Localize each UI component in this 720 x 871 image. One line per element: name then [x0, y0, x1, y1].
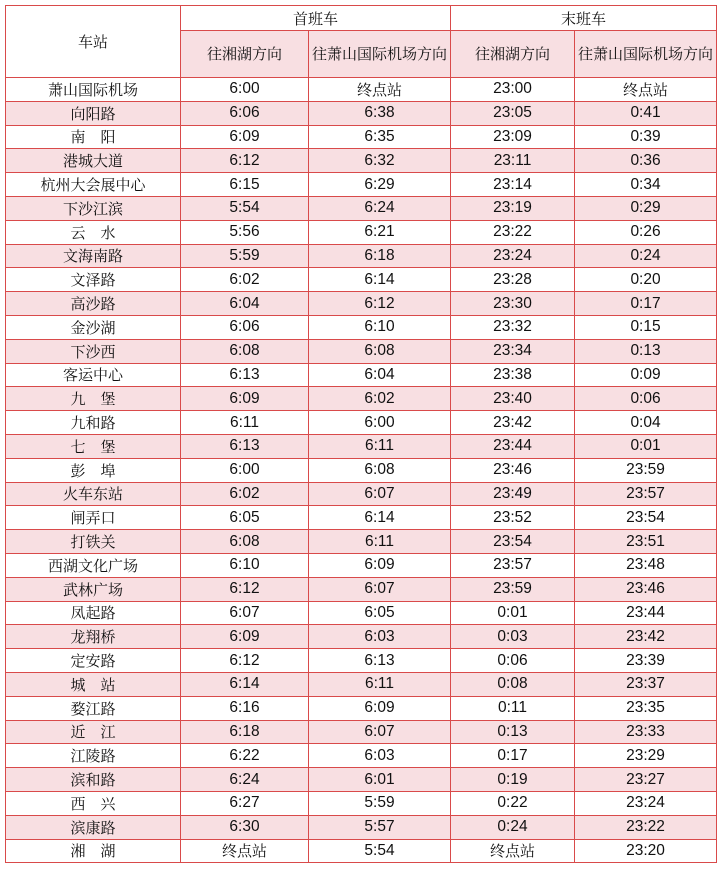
station-cell: 九 堡 — [6, 387, 181, 411]
table-row — [6, 625, 717, 649]
first-xianghu-cell: 6:18 — [181, 720, 309, 744]
station-cell: 客运中心 — [6, 363, 181, 387]
last-xianghu-cell: 0:22 — [451, 791, 575, 815]
first-airport-cell: 6:14 — [309, 268, 451, 292]
first-xianghu-cell: 6:16 — [181, 696, 309, 720]
first-airport-cell: 5:59 — [309, 791, 451, 815]
first-xianghu-cell: 6:04 — [181, 292, 309, 316]
station-cell: 定安路 — [6, 649, 181, 673]
station-cell: 金沙湖 — [6, 315, 181, 339]
station-cell: 城 站 — [6, 672, 181, 696]
station-cell: 龙翔桥 — [6, 625, 181, 649]
station-cell: 武林广场 — [6, 577, 181, 601]
table-row — [6, 244, 717, 268]
first-airport-cell: 6:32 — [309, 149, 451, 173]
station-cell: 向阳路 — [6, 101, 181, 125]
station-cell: 闸弄口 — [6, 506, 181, 530]
last-xianghu-cell: 23:52 — [451, 506, 575, 530]
table-row — [6, 744, 717, 768]
first-xianghu-cell: 6:24 — [181, 768, 309, 792]
header-first-train: 首班车 — [181, 6, 451, 31]
table-row — [6, 649, 717, 673]
table-row — [6, 458, 717, 482]
first-airport-cell: 6:00 — [309, 411, 451, 435]
table-row — [6, 506, 717, 530]
last-airport-cell: 23:42 — [575, 625, 717, 649]
last-xianghu-cell: 23:00 — [451, 78, 575, 102]
last-airport-cell: 0:09 — [575, 363, 717, 387]
first-airport-cell: 6:08 — [309, 339, 451, 363]
last-airport-cell: 0:13 — [575, 339, 717, 363]
last-airport-cell: 23:35 — [575, 696, 717, 720]
first-airport-cell: 6:29 — [309, 173, 451, 197]
station-cell: 滨和路 — [6, 768, 181, 792]
first-airport-cell: 6:10 — [309, 315, 451, 339]
last-xianghu-cell: 23:32 — [451, 315, 575, 339]
first-xianghu-cell: 6:30 — [181, 815, 309, 839]
first-airport-cell: 6:03 — [309, 744, 451, 768]
last-xianghu-cell: 23:44 — [451, 434, 575, 458]
table-row — [6, 577, 717, 601]
first-xianghu-cell: 6:00 — [181, 78, 309, 102]
station-cell: 萧山国际机场 — [6, 78, 181, 102]
first-xianghu-cell: 6:12 — [181, 577, 309, 601]
station-cell: 杭州大会展中心 — [6, 173, 181, 197]
last-airport-cell: 0:06 — [575, 387, 717, 411]
station-cell: 湘 湖 — [6, 839, 181, 863]
last-airport-cell: 0:04 — [575, 411, 717, 435]
station-cell: 西 兴 — [6, 791, 181, 815]
last-airport-cell: 23:48 — [575, 553, 717, 577]
last-xianghu-cell: 0:19 — [451, 768, 575, 792]
last-xianghu-cell: 23:09 — [451, 125, 575, 149]
last-airport-cell: 0:20 — [575, 268, 717, 292]
station-cell: 打铁关 — [6, 530, 181, 554]
last-airport-cell: 23:29 — [575, 744, 717, 768]
last-airport-cell: 0:17 — [575, 292, 717, 316]
station-cell: 文泽路 — [6, 268, 181, 292]
last-xianghu-cell: 23:34 — [451, 339, 575, 363]
first-airport-cell: 6:11 — [309, 672, 451, 696]
table-row — [6, 149, 717, 173]
first-xianghu-cell: 6:22 — [181, 744, 309, 768]
first-xianghu-cell: 6:06 — [181, 101, 309, 125]
last-xianghu-cell: 23:19 — [451, 196, 575, 220]
last-airport-cell: 0:01 — [575, 434, 717, 458]
station-cell: 九和路 — [6, 411, 181, 435]
last-xianghu-cell: 0:01 — [451, 601, 575, 625]
first-airport-cell: 6:08 — [309, 458, 451, 482]
last-airport-cell: 23:24 — [575, 791, 717, 815]
first-xianghu-cell: 6:15 — [181, 173, 309, 197]
table-row — [6, 78, 717, 102]
last-airport-cell: 23:54 — [575, 506, 717, 530]
last-airport-cell: 0:15 — [575, 315, 717, 339]
last-xianghu-cell: 0:08 — [451, 672, 575, 696]
last-xianghu-cell: 23:11 — [451, 149, 575, 173]
table-row — [6, 363, 717, 387]
table-row — [6, 672, 717, 696]
first-xianghu-cell: 6:27 — [181, 791, 309, 815]
first-xianghu-cell: 6:09 — [181, 125, 309, 149]
first-xianghu-cell: 终点站 — [181, 839, 309, 863]
table-row — [6, 315, 717, 339]
first-airport-cell: 6:18 — [309, 244, 451, 268]
header-row-top — [6, 6, 717, 31]
first-airport-cell: 6:21 — [309, 220, 451, 244]
table-row — [6, 101, 717, 125]
table-row — [6, 220, 717, 244]
table-row — [6, 601, 717, 625]
first-xianghu-cell: 6:07 — [181, 601, 309, 625]
table-row — [6, 839, 717, 863]
table-row — [6, 339, 717, 363]
station-cell: 南 阳 — [6, 125, 181, 149]
last-airport-cell: 0:26 — [575, 220, 717, 244]
first-xianghu-cell: 6:13 — [181, 434, 309, 458]
first-airport-cell: 6:05 — [309, 601, 451, 625]
first-xianghu-cell: 6:09 — [181, 387, 309, 411]
table-row — [6, 434, 717, 458]
last-xianghu-cell: 23:28 — [451, 268, 575, 292]
timetable — [5, 5, 717, 863]
last-airport-cell: 23:22 — [575, 815, 717, 839]
first-xianghu-cell: 6:11 — [181, 411, 309, 435]
last-xianghu-cell: 0:06 — [451, 649, 575, 673]
station-cell: 火车东站 — [6, 482, 181, 506]
first-xianghu-cell: 6:00 — [181, 458, 309, 482]
first-xianghu-cell: 6:12 — [181, 149, 309, 173]
table-row — [6, 125, 717, 149]
last-xianghu-cell: 0:24 — [451, 815, 575, 839]
last-xianghu-cell: 23:59 — [451, 577, 575, 601]
station-cell: 彭 埠 — [6, 458, 181, 482]
last-airport-cell: 0:36 — [575, 149, 717, 173]
last-airport-cell: 0:24 — [575, 244, 717, 268]
first-xianghu-cell: 6:02 — [181, 268, 309, 292]
first-xianghu-cell: 6:08 — [181, 530, 309, 554]
first-xianghu-cell: 6:12 — [181, 649, 309, 673]
last-xianghu-cell: 23:40 — [451, 387, 575, 411]
first-xianghu-cell: 5:59 — [181, 244, 309, 268]
first-airport-cell: 6:12 — [309, 292, 451, 316]
last-xianghu-cell: 23:46 — [451, 458, 575, 482]
first-airport-cell: 6:11 — [309, 530, 451, 554]
first-xianghu-cell: 6:14 — [181, 672, 309, 696]
first-airport-cell: 6:03 — [309, 625, 451, 649]
station-cell: 七 堡 — [6, 434, 181, 458]
first-airport-cell: 6:09 — [309, 696, 451, 720]
last-airport-cell: 23:27 — [575, 768, 717, 792]
station-cell: 凤起路 — [6, 601, 181, 625]
last-xianghu-cell: 0:13 — [451, 720, 575, 744]
first-xianghu-cell: 6:10 — [181, 553, 309, 577]
station-cell: 江陵路 — [6, 744, 181, 768]
last-xianghu-cell: 0:11 — [451, 696, 575, 720]
first-xianghu-cell: 6:05 — [181, 506, 309, 530]
first-xianghu-cell: 6:13 — [181, 363, 309, 387]
last-xianghu-cell: 23:24 — [451, 244, 575, 268]
station-cell: 下沙西 — [6, 339, 181, 363]
first-airport-cell: 6:09 — [309, 553, 451, 577]
last-xianghu-cell: 23:42 — [451, 411, 575, 435]
table-row — [6, 482, 717, 506]
header-first-dir-airport: 往萧山国际机场方向 — [309, 31, 451, 78]
first-airport-cell: 6:14 — [309, 506, 451, 530]
table-row — [6, 720, 717, 744]
header-station: 车站 — [6, 6, 181, 78]
last-xianghu-cell: 23:54 — [451, 530, 575, 554]
first-airport-cell: 6:07 — [309, 720, 451, 744]
last-airport-cell: 23:33 — [575, 720, 717, 744]
last-xianghu-cell: 23:49 — [451, 482, 575, 506]
first-airport-cell: 6:24 — [309, 196, 451, 220]
last-xianghu-cell: 23:05 — [451, 101, 575, 125]
first-airport-cell: 6:02 — [309, 387, 451, 411]
last-xianghu-cell: 终点站 — [451, 839, 575, 863]
last-xianghu-cell: 23:22 — [451, 220, 575, 244]
station-cell: 文海南路 — [6, 244, 181, 268]
last-airport-cell: 23:46 — [575, 577, 717, 601]
first-airport-cell: 6:35 — [309, 125, 451, 149]
last-airport-cell: 终点站 — [575, 78, 717, 102]
table-row — [6, 553, 717, 577]
first-airport-cell: 6:01 — [309, 768, 451, 792]
last-xianghu-cell: 23:38 — [451, 363, 575, 387]
table-row — [6, 292, 717, 316]
station-cell: 港城大道 — [6, 149, 181, 173]
header-last-dir-xianghu: 往湘湖方向 — [451, 31, 575, 78]
last-xianghu-cell: 0:03 — [451, 625, 575, 649]
station-cell: 下沙江滨 — [6, 196, 181, 220]
station-cell: 西湖文化广场 — [6, 553, 181, 577]
table-row — [6, 791, 717, 815]
last-airport-cell: 23:37 — [575, 672, 717, 696]
first-xianghu-cell: 6:09 — [181, 625, 309, 649]
header-last-train: 末班车 — [451, 6, 717, 31]
first-airport-cell: 6:04 — [309, 363, 451, 387]
first-airport-cell: 6:13 — [309, 649, 451, 673]
last-airport-cell: 23:51 — [575, 530, 717, 554]
last-xianghu-cell: 23:30 — [451, 292, 575, 316]
table-row — [6, 768, 717, 792]
first-xianghu-cell: 6:02 — [181, 482, 309, 506]
last-airport-cell: 23:57 — [575, 482, 717, 506]
table-row — [6, 815, 717, 839]
last-xianghu-cell: 23:57 — [451, 553, 575, 577]
last-airport-cell: 0:39 — [575, 125, 717, 149]
first-xianghu-cell: 6:08 — [181, 339, 309, 363]
first-airport-cell: 6:11 — [309, 434, 451, 458]
station-cell: 滨康路 — [6, 815, 181, 839]
table-row — [6, 696, 717, 720]
first-airport-cell: 5:54 — [309, 839, 451, 863]
station-cell: 近 江 — [6, 720, 181, 744]
table-row — [6, 196, 717, 220]
header-last-dir-airport: 往萧山国际机场方向 — [575, 31, 717, 78]
station-cell: 婺江路 — [6, 696, 181, 720]
last-xianghu-cell: 0:17 — [451, 744, 575, 768]
table-row — [6, 530, 717, 554]
table-row — [6, 411, 717, 435]
table-row — [6, 387, 717, 411]
first-airport-cell: 6:07 — [309, 482, 451, 506]
last-airport-cell: 0:34 — [575, 173, 717, 197]
last-airport-cell: 0:29 — [575, 196, 717, 220]
table-row — [6, 173, 717, 197]
last-xianghu-cell: 23:14 — [451, 173, 575, 197]
last-airport-cell: 23:39 — [575, 649, 717, 673]
first-airport-cell: 6:38 — [309, 101, 451, 125]
first-airport-cell: 6:07 — [309, 577, 451, 601]
timetable-body — [6, 78, 717, 863]
last-airport-cell: 0:41 — [575, 101, 717, 125]
first-xianghu-cell: 5:56 — [181, 220, 309, 244]
last-airport-cell: 23:59 — [575, 458, 717, 482]
first-xianghu-cell: 5:54 — [181, 196, 309, 220]
first-airport-cell: 终点站 — [309, 78, 451, 102]
station-cell: 高沙路 — [6, 292, 181, 316]
header-first-dir-xianghu: 往湘湖方向 — [181, 31, 309, 78]
last-airport-cell: 23:20 — [575, 839, 717, 863]
station-cell: 云 水 — [6, 220, 181, 244]
table-row — [6, 268, 717, 292]
first-xianghu-cell: 6:06 — [181, 315, 309, 339]
first-airport-cell: 5:57 — [309, 815, 451, 839]
last-airport-cell: 23:44 — [575, 601, 717, 625]
